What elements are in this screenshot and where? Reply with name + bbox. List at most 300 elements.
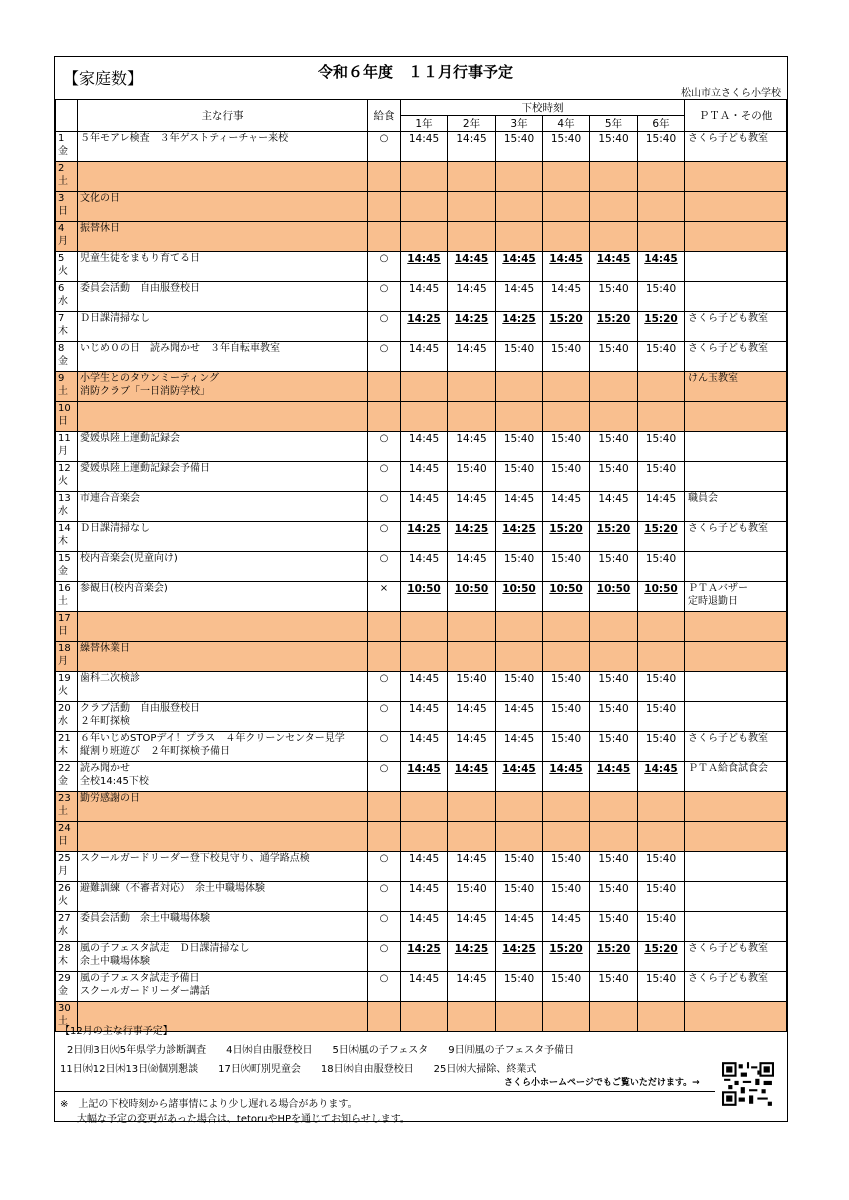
dismissal-time: 14:45 bbox=[543, 252, 590, 282]
dismissal-time: 14:45 bbox=[543, 492, 590, 522]
dismissal-time: 14:45 bbox=[401, 732, 448, 762]
dismissal-time: 14:45 bbox=[401, 462, 448, 492]
event-text: Ｄ日課清掃なし bbox=[80, 523, 150, 534]
dismissal-time: 14:25 bbox=[448, 522, 496, 552]
dismissal-time bbox=[638, 612, 685, 642]
pta-cell bbox=[685, 552, 787, 582]
meal-cell bbox=[368, 192, 401, 222]
dismissal-time: 15:40 bbox=[638, 132, 685, 162]
dismissal-time bbox=[401, 792, 448, 822]
dismissal-time bbox=[401, 642, 448, 672]
pta-header: ＰＴＡ・その他 bbox=[685, 100, 787, 132]
pta-cell bbox=[685, 222, 787, 252]
schedule-row bbox=[56, 312, 787, 342]
event-text: 歯科二次検診 bbox=[80, 673, 140, 684]
meal-cell bbox=[368, 642, 401, 672]
day-number: 15 bbox=[58, 553, 71, 564]
dismissal-time: 15:40 bbox=[543, 432, 590, 462]
dismissal-time: 14:45 bbox=[401, 762, 448, 792]
date-cell bbox=[56, 582, 78, 612]
grade-header: 3年 bbox=[496, 116, 543, 132]
day-number: 9 bbox=[58, 373, 65, 384]
meal-cell: ○ bbox=[368, 762, 401, 792]
dismissal-time: 14:45 bbox=[638, 252, 685, 282]
dismissal-time: 14:25 bbox=[448, 312, 496, 342]
dismissal-time: 14:45 bbox=[401, 552, 448, 582]
dismissal-time: 14:45 bbox=[401, 702, 448, 732]
event-text: 勤労感謝の日 bbox=[80, 793, 140, 804]
dismissal-time: 15:40 bbox=[590, 432, 638, 462]
schedule-row bbox=[56, 192, 787, 222]
grade-header: 2年 bbox=[448, 116, 496, 132]
dismissal-time: 15:40 bbox=[590, 132, 638, 162]
dismissal-time bbox=[448, 402, 496, 432]
event-text: 繰替休業日 bbox=[80, 643, 130, 654]
meal-cell bbox=[368, 822, 401, 852]
meal-cell: ○ bbox=[368, 252, 401, 282]
events-cell bbox=[78, 222, 368, 252]
dismissal-time: 15:40 bbox=[543, 882, 590, 912]
weekday: 日 bbox=[58, 416, 68, 427]
events-cell bbox=[78, 732, 368, 762]
next-month-title: 【12月の主な行事予定】 bbox=[60, 1026, 173, 1037]
schedule-row bbox=[56, 762, 787, 792]
day-number: 17 bbox=[58, 613, 71, 624]
dismissal-time: 15:40 bbox=[638, 552, 685, 582]
events-cell bbox=[78, 402, 368, 432]
dismissal-time bbox=[543, 612, 590, 642]
dismissal-time: 15:40 bbox=[543, 672, 590, 702]
event-text: ２年町探検 bbox=[80, 716, 130, 727]
dismissal-time bbox=[496, 822, 543, 852]
divider bbox=[55, 1091, 715, 1092]
date-cell bbox=[56, 492, 78, 522]
meal-cell: ○ bbox=[368, 552, 401, 582]
schedule-table bbox=[55, 99, 787, 1032]
dismissal-time: 15:40 bbox=[590, 972, 638, 1002]
pta-text: ＰＴＡバザー bbox=[688, 583, 748, 594]
schedule-row bbox=[56, 402, 787, 432]
dismissal-time: 14:45 bbox=[401, 132, 448, 162]
date-cell bbox=[56, 642, 78, 672]
meal-cell: ○ bbox=[368, 972, 401, 1002]
dismissal-time bbox=[448, 612, 496, 642]
dismissal-time: 15:40 bbox=[543, 702, 590, 732]
pta-cell bbox=[685, 492, 787, 522]
pta-text: けん玉教室 bbox=[688, 373, 738, 384]
dismissal-time: 15:40 bbox=[496, 552, 543, 582]
dismissal-time: 15:40 bbox=[496, 972, 543, 1002]
dismissal-time: 15:40 bbox=[590, 672, 638, 702]
schedule-row bbox=[56, 522, 787, 552]
dismissal-time bbox=[496, 162, 543, 192]
schedule-row bbox=[56, 492, 787, 522]
weekday: 月 bbox=[58, 446, 68, 457]
dismissal-time bbox=[543, 402, 590, 432]
dismissal-time bbox=[448, 372, 496, 402]
dismissal-time: 15:40 bbox=[638, 912, 685, 942]
weekday: 水 bbox=[58, 506, 68, 517]
meal-cell bbox=[368, 162, 401, 192]
event-text: 委員会活動 自由服登校日 bbox=[80, 283, 200, 294]
events-cell bbox=[78, 462, 368, 492]
day-number: 3 bbox=[58, 193, 65, 204]
pta-cell bbox=[685, 822, 787, 852]
dismissal-time: 15:40 bbox=[543, 972, 590, 1002]
event-text: スクールガードリーダー登下校見守り、通学路点検 bbox=[80, 853, 310, 864]
dismissal-time bbox=[590, 372, 638, 402]
weekday: 火 bbox=[58, 686, 68, 697]
weekday: 土 bbox=[58, 386, 68, 397]
day-number: 7 bbox=[58, 313, 65, 324]
pta-cell bbox=[685, 252, 787, 282]
schedule-row bbox=[56, 702, 787, 732]
document-label: 【家庭数】 bbox=[63, 69, 144, 88]
dismissal-time: 14:45 bbox=[496, 732, 543, 762]
dismissal-time: 15:20 bbox=[638, 522, 685, 552]
dismissal-time: 15:40 bbox=[638, 882, 685, 912]
dismissal-time bbox=[543, 822, 590, 852]
weekday: 火 bbox=[58, 476, 68, 487]
schedule-sheet bbox=[54, 56, 788, 1125]
day-number: 18 bbox=[58, 643, 71, 654]
weekday: 木 bbox=[58, 326, 68, 337]
pta-text: さくら子ども教室 bbox=[688, 973, 768, 984]
pta-cell bbox=[685, 192, 787, 222]
pta-text: さくら子ども教室 bbox=[688, 133, 768, 144]
dismissal-time bbox=[543, 372, 590, 402]
dismissal-time: 10:50 bbox=[496, 582, 543, 612]
dismissal-time: 14:45 bbox=[448, 342, 496, 372]
dismissal-time: 10:50 bbox=[590, 582, 638, 612]
dismissal-time bbox=[496, 612, 543, 642]
pta-text: さくら子ども教室 bbox=[688, 313, 768, 324]
weekday: 日 bbox=[58, 836, 68, 847]
events-cell bbox=[78, 372, 368, 402]
date-cell bbox=[56, 372, 78, 402]
dismissal-time bbox=[590, 822, 638, 852]
schedule-row bbox=[56, 462, 787, 492]
date-cell bbox=[56, 702, 78, 732]
dismissal-time: 15:40 bbox=[590, 852, 638, 882]
dismissal-time bbox=[590, 612, 638, 642]
pta-cell bbox=[685, 762, 787, 792]
meal-cell bbox=[368, 402, 401, 432]
schedule-row bbox=[56, 852, 787, 882]
dismissal-time: 14:45 bbox=[401, 882, 448, 912]
event-text: 参観日(校内音楽会) bbox=[80, 583, 168, 594]
schedule-row bbox=[56, 552, 787, 582]
dismissal-time: 10:50 bbox=[543, 582, 590, 612]
schedule-row bbox=[56, 372, 787, 402]
day-number: 28 bbox=[58, 943, 71, 954]
dismissal-time: 14:45 bbox=[543, 912, 590, 942]
pta-cell bbox=[685, 162, 787, 192]
dismissal-time bbox=[543, 162, 590, 192]
pta-cell bbox=[685, 522, 787, 552]
dismissal-time: 15:20 bbox=[638, 942, 685, 972]
pta-cell bbox=[685, 852, 787, 882]
events-cell bbox=[78, 282, 368, 312]
events-cell bbox=[78, 942, 368, 972]
day-number: 16 bbox=[58, 583, 71, 594]
dismissal-time bbox=[448, 192, 496, 222]
dismissal-time: 15:40 bbox=[638, 342, 685, 372]
day-number: 19 bbox=[58, 673, 71, 684]
dismissal-time bbox=[448, 222, 496, 252]
dismissal-time: 14:45 bbox=[448, 972, 496, 1002]
pta-text: 職員会 bbox=[688, 493, 718, 504]
weekday: 火 bbox=[58, 266, 68, 277]
date-cell bbox=[56, 732, 78, 762]
date-header bbox=[56, 100, 78, 132]
dismissal-time bbox=[496, 192, 543, 222]
dismissal-time bbox=[448, 822, 496, 852]
meal-cell: ○ bbox=[368, 312, 401, 342]
pta-text: さくら子ども教室 bbox=[688, 943, 768, 954]
event-text: スクールガードリーダー講話 bbox=[80, 986, 210, 997]
day-number: 24 bbox=[58, 823, 71, 834]
qr-code-icon bbox=[722, 1062, 774, 1106]
day-number: 30 bbox=[58, 1003, 71, 1014]
dismissal-time: 15:40 bbox=[496, 672, 543, 702]
dismissal-time: 15:40 bbox=[448, 462, 496, 492]
next-month-line: 2日㈪3日㈫5年県学力診断調査 4日㈬自由服登校日 5日㈭風の子フェスタ 9日㈪風の子フェスタ予備日 bbox=[67, 1045, 575, 1056]
dismissal-time: 15:40 bbox=[496, 132, 543, 162]
dismissal-time: 15:20 bbox=[543, 522, 590, 552]
meal-cell bbox=[368, 222, 401, 252]
dismissal-time: 10:50 bbox=[448, 582, 496, 612]
weekday: 金 bbox=[58, 776, 68, 787]
date-cell bbox=[56, 402, 78, 432]
weekday: 木 bbox=[58, 956, 68, 967]
event-text: 消防クラブ「一日消防学校」 bbox=[80, 386, 210, 397]
events-cell bbox=[78, 192, 368, 222]
event-text: 避難訓練（不審者対応） 余土中職場体験 bbox=[80, 883, 265, 894]
events-cell bbox=[78, 162, 368, 192]
event-text: 小学生とのタウンミーティング bbox=[80, 373, 219, 384]
dismissal-time: 14:25 bbox=[496, 312, 543, 342]
dismissal-time: 15:40 bbox=[448, 672, 496, 702]
event-text: 風の子フェスタ試走予備日 bbox=[80, 973, 200, 984]
dismissal-time: 15:40 bbox=[590, 882, 638, 912]
meal-cell bbox=[368, 612, 401, 642]
pta-cell bbox=[685, 612, 787, 642]
dismissal-time bbox=[638, 792, 685, 822]
dismissal-time: 15:40 bbox=[638, 282, 685, 312]
weekday: 日 bbox=[58, 206, 68, 217]
footer bbox=[55, 1020, 786, 1125]
dismissal-time: 15:40 bbox=[448, 882, 496, 912]
dismissal-time: 14:45 bbox=[401, 852, 448, 882]
dismissal-time: 14:25 bbox=[401, 312, 448, 342]
dismissal-time bbox=[496, 792, 543, 822]
dismissal-time: 15:40 bbox=[543, 342, 590, 372]
dismissal-time: 15:40 bbox=[590, 732, 638, 762]
dismissal-time: 14:45 bbox=[448, 552, 496, 582]
dismissal-time bbox=[638, 822, 685, 852]
dismissal-time bbox=[448, 162, 496, 192]
grade-header: 5年 bbox=[590, 116, 638, 132]
dismissal-time: 15:20 bbox=[590, 312, 638, 342]
dismissal-time: 14:45 bbox=[448, 282, 496, 312]
dismissal-time: 14:45 bbox=[448, 852, 496, 882]
events-cell bbox=[78, 552, 368, 582]
dismissal-header: 下校時刻 bbox=[401, 100, 685, 116]
dismissal-time: 15:40 bbox=[638, 462, 685, 492]
dismissal-time: 15:40 bbox=[496, 432, 543, 462]
dismissal-time bbox=[590, 162, 638, 192]
schedule-row bbox=[56, 672, 787, 702]
dismissal-time: 14:25 bbox=[496, 522, 543, 552]
day-number: 26 bbox=[58, 883, 71, 894]
dismissal-time bbox=[638, 192, 685, 222]
dismissal-time: 15:40 bbox=[638, 852, 685, 882]
dismissal-time: 14:45 bbox=[448, 732, 496, 762]
event-text: Ｄ日課清掃なし bbox=[80, 313, 150, 324]
grade-header: 1年 bbox=[401, 116, 448, 132]
date-cell bbox=[56, 432, 78, 462]
meal-cell bbox=[368, 372, 401, 402]
page-title: 令和６年度 １１月行事予定 bbox=[318, 63, 514, 81]
dismissal-time: 14:45 bbox=[590, 762, 638, 792]
pta-text: さくら子ども教室 bbox=[688, 343, 768, 354]
meal-cell: ○ bbox=[368, 942, 401, 972]
events-cell bbox=[78, 522, 368, 552]
dismissal-time bbox=[401, 612, 448, 642]
weekday: 土 bbox=[58, 176, 68, 187]
dismissal-time: 14:45 bbox=[496, 912, 543, 942]
dismissal-time: 15:20 bbox=[638, 312, 685, 342]
dismissal-time: 14:25 bbox=[401, 522, 448, 552]
date-cell bbox=[56, 882, 78, 912]
dismissal-time: 15:40 bbox=[590, 462, 638, 492]
dismissal-time: 14:45 bbox=[496, 252, 543, 282]
weekday: 金 bbox=[58, 146, 68, 157]
schedule-body bbox=[56, 132, 787, 1032]
dismissal-time bbox=[448, 642, 496, 672]
dismissal-time bbox=[401, 822, 448, 852]
pta-cell bbox=[685, 342, 787, 372]
dismissal-time bbox=[590, 792, 638, 822]
schedule-row bbox=[56, 162, 787, 192]
day-number: 25 bbox=[58, 853, 71, 864]
events-cell bbox=[78, 852, 368, 882]
weekday: 水 bbox=[58, 296, 68, 307]
dismissal-time: 15:40 bbox=[543, 732, 590, 762]
note-line: 大幅な予定の変更があった場合は、tetoruやHPを通じてお知らせします。 bbox=[77, 1114, 410, 1125]
dismissal-time: 14:45 bbox=[543, 282, 590, 312]
dismissal-time: 15:40 bbox=[543, 462, 590, 492]
event-text: 愛媛県陸上運動記録会予備日 bbox=[80, 463, 210, 474]
event-text: 風の子フェスタ試走 Ｄ日課清掃なし bbox=[80, 943, 250, 954]
schedule-row bbox=[56, 282, 787, 312]
meal-cell: ○ bbox=[368, 882, 401, 912]
event-text: 委員会活動 余土中職場体験 bbox=[80, 913, 210, 924]
dismissal-time: 15:40 bbox=[590, 552, 638, 582]
schedule-row bbox=[56, 612, 787, 642]
weekday: 土 bbox=[58, 1016, 68, 1027]
schedule-row bbox=[56, 132, 787, 162]
dismissal-time: 14:25 bbox=[401, 942, 448, 972]
day-number: 1 bbox=[58, 133, 65, 144]
dismissal-time: 15:20 bbox=[543, 312, 590, 342]
dismissal-time: 15:40 bbox=[496, 462, 543, 492]
event-text: 縦割り班遊び ２年町探検予備日 bbox=[80, 746, 230, 757]
date-cell bbox=[56, 312, 78, 342]
day-number: 27 bbox=[58, 913, 71, 924]
schedule-row bbox=[56, 792, 787, 822]
page-header bbox=[55, 57, 786, 100]
pta-cell bbox=[685, 312, 787, 342]
meal-cell: ○ bbox=[368, 912, 401, 942]
dismissal-time: 15:40 bbox=[638, 432, 685, 462]
dismissal-time: 14:45 bbox=[448, 762, 496, 792]
events-cell bbox=[78, 642, 368, 672]
weekday: 月 bbox=[58, 656, 68, 667]
events-cell bbox=[78, 702, 368, 732]
weekday: 木 bbox=[58, 536, 68, 547]
dismissal-time: 15:40 bbox=[638, 702, 685, 732]
dismissal-time bbox=[496, 372, 543, 402]
dismissal-time: 15:20 bbox=[590, 942, 638, 972]
dismissal-time: 15:40 bbox=[638, 732, 685, 762]
dismissal-time: 14:45 bbox=[496, 702, 543, 732]
dismissal-time: 15:40 bbox=[543, 132, 590, 162]
date-cell bbox=[56, 762, 78, 792]
pta-cell bbox=[685, 402, 787, 432]
pta-cell bbox=[685, 732, 787, 762]
dismissal-time: 14:45 bbox=[401, 972, 448, 1002]
meal-cell: ○ bbox=[368, 462, 401, 492]
dismissal-time: 14:45 bbox=[496, 762, 543, 792]
school-name: 松山市立さくら小学校 bbox=[681, 88, 781, 99]
event-text: 振替休日 bbox=[80, 223, 120, 234]
dismissal-time: 15:40 bbox=[496, 852, 543, 882]
meal-cell: ○ bbox=[368, 432, 401, 462]
date-cell bbox=[56, 912, 78, 942]
dismissal-time: 15:40 bbox=[590, 342, 638, 372]
event-text: 文化の日 bbox=[80, 193, 120, 204]
dismissal-time bbox=[590, 192, 638, 222]
dismissal-time: 15:40 bbox=[543, 552, 590, 582]
pta-cell bbox=[685, 672, 787, 702]
dismissal-time bbox=[496, 222, 543, 252]
date-cell bbox=[56, 282, 78, 312]
events-cell bbox=[78, 972, 368, 1002]
event-text: 余土中職場体験 bbox=[80, 956, 150, 967]
dismissal-time bbox=[638, 372, 685, 402]
day-number: 8 bbox=[58, 343, 65, 354]
schedule-row bbox=[56, 642, 787, 672]
dismissal-time bbox=[496, 642, 543, 672]
meal-cell: ○ bbox=[368, 132, 401, 162]
dismissal-time bbox=[401, 162, 448, 192]
dismissal-time: 14:45 bbox=[401, 492, 448, 522]
dismissal-time: 14:45 bbox=[401, 282, 448, 312]
date-cell bbox=[56, 942, 78, 972]
day-number: 23 bbox=[58, 793, 71, 804]
pta-text: 定時退勤日 bbox=[688, 596, 738, 607]
dismissal-time bbox=[543, 222, 590, 252]
pta-cell bbox=[685, 702, 787, 732]
meal-cell: ○ bbox=[368, 732, 401, 762]
day-number: 14 bbox=[58, 523, 71, 534]
pta-cell bbox=[685, 942, 787, 972]
events-cell bbox=[78, 492, 368, 522]
dismissal-time: 14:45 bbox=[401, 342, 448, 372]
schedule-row bbox=[56, 582, 787, 612]
